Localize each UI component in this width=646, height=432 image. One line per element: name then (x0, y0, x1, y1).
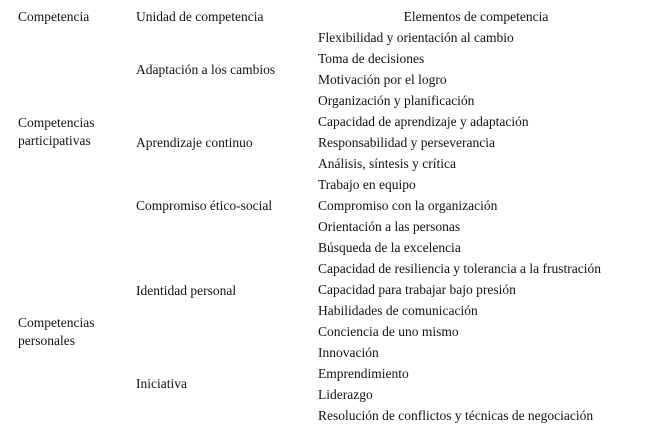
elemento-item: Responsabilidad y perseverancia (318, 135, 495, 150)
unidad-item: Iniciativa (136, 376, 187, 391)
elemento-item: Trabajo en equipo (318, 177, 416, 192)
elemento-item: Toma de decisiones (318, 51, 425, 66)
elemento-item: Resolución de conflictos y técnicas de negociación (318, 408, 594, 423)
elemento-item: Compromiso con la organización (318, 198, 498, 213)
elemento-item: Liderazgo (318, 387, 373, 402)
elemento-item: Motivación por el logro (318, 72, 447, 87)
elemento-item: Capacidad para trabajar bajo presión (318, 282, 516, 297)
elemento-item: Flexibilidad y orientación al cambio (318, 30, 514, 45)
competencia-line: Competencias (18, 315, 95, 330)
competencia-line: personales (18, 333, 75, 348)
elemento-item: Capacidad de resiliencia y tolerancia a la frustración (318, 261, 601, 276)
header-competencia: Competencia (18, 9, 90, 24)
elemento-item: Análisis, síntesis y crítica (318, 156, 456, 171)
header-unidad: Unidad de competencia (136, 9, 264, 24)
competencia-personales (18, 314, 94, 350)
unidad-item: Identidad personal (136, 283, 237, 298)
elemento-item: Conciencia de uno mismo (318, 324, 459, 339)
elemento-item: Búsqueda de la excelencia (318, 240, 461, 255)
elemento-item: Capacidad de aprendizaje y adaptación (318, 114, 529, 129)
header-elementos: Elementos de competencia (403, 9, 549, 24)
elemento-item: Innovación (318, 345, 379, 360)
unidad-item: Aprendizaje continuo (136, 135, 253, 150)
unidad-item: Adaptación a los cambios (136, 62, 276, 77)
competencia-line: participativas (18, 133, 91, 148)
elemento-item: Organización y planificación (318, 93, 475, 108)
competencia-participativas (18, 114, 94, 150)
unidad-item: Compromiso ético-social (136, 198, 273, 213)
elemento-item: Emprendimiento (318, 366, 409, 381)
elemento-item: Orientación a las personas (318, 219, 461, 234)
competencia-line: Competencias (18, 115, 95, 130)
elemento-item: Habilidades de comunicación (318, 303, 478, 318)
